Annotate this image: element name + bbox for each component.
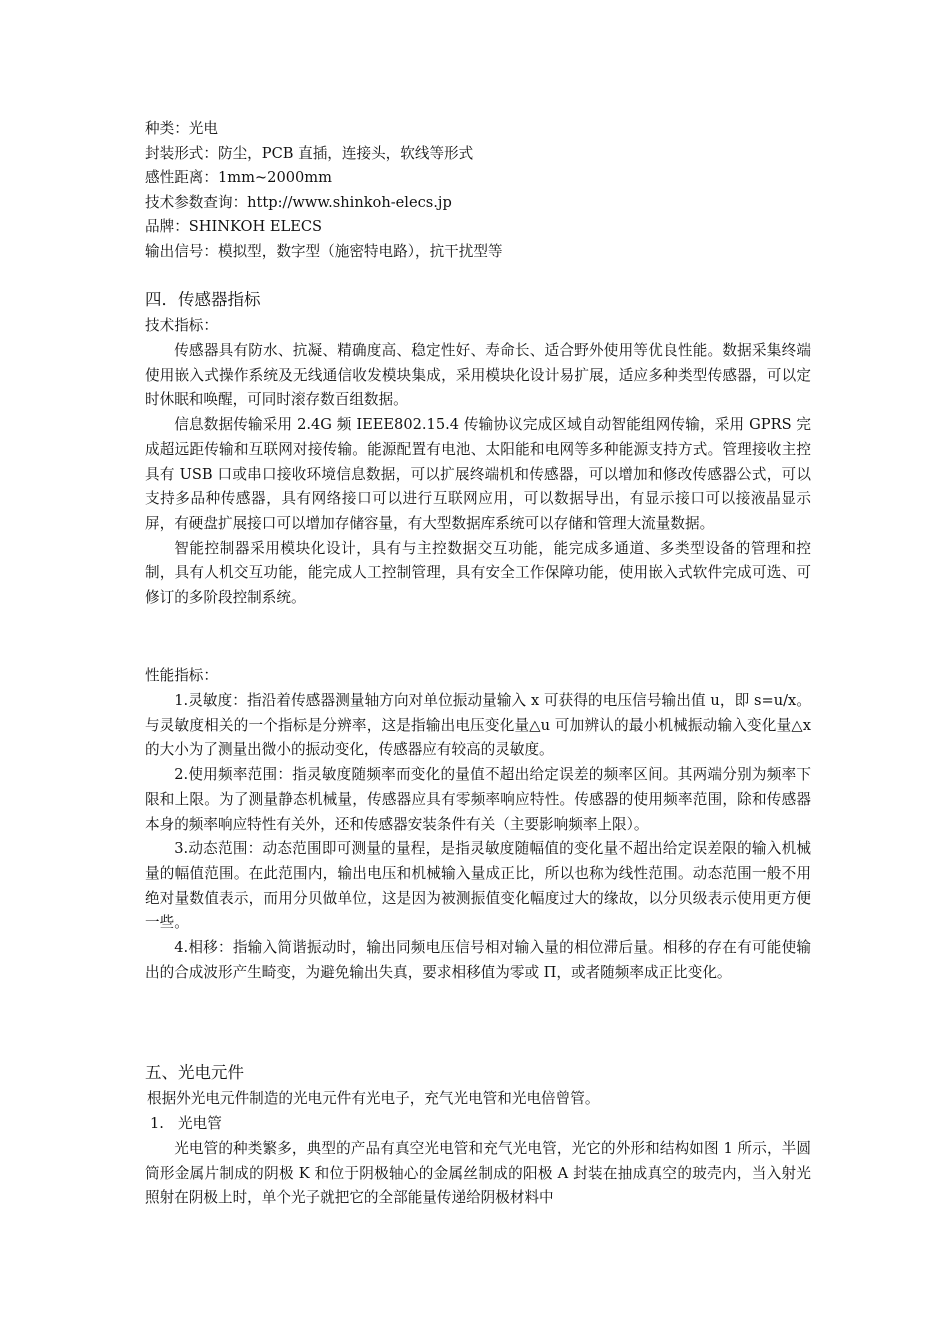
spec-type: 种类：光电 [145,120,218,137]
section-5-intro: 根据外光电元件制造的光电元件有光电子，充气光电管和光电倍曾管。 [147,1090,600,1107]
section-5-heading: 五、光电元件 [145,1063,244,1082]
perf-paragraph-1: 1.灵敏度：指沿着传感器测量轴方向对单位振动量输入 x 可获得的电压信号输出值 u，即 s=u/x。与灵敏度相关的一个指标是分辨率，这是指输出电压变化量△u 可加辨认的最小机械振动输入变化量△x 的大小为了测量出微小的振动变化，传感器应有较高的灵敏度。 [145,692,811,759]
tech-paragraph-2: 信息数据传输采用 2.4G 频 IEEE802.15.4 传输协议完成区域自动智能组网传输，采用 GPRS 完成超远距传输和互联网对接传输。能源配置有电池、太阳能和电网等多种能源支持方式。管理接收主控具有 USB 口或串口接收环境信息数据，可以扩展终端机和传感器，可以增加和修改传感器公式，可以支持多品种传感器，具有网络接口可以进行互联网应用，可以数据导出，有显示接口可以接液晶显示屏，有硬盘扩展接口可以增加存储容量，有大型数据库系统可以存储和管理大流量数据。 [145,416,811,532]
section-4-heading: 四．传感器指标 [145,290,261,309]
perf-paragraph-3: 3.动态范围：动态范围即可测量的量程，是指灵敏度随幅值的变化量不超出给定误差限的输入机械量的幅值范围。在此范围内，输出电压和机械输入量成正比，所以也称为线性范围。动态范围一般不用绝对量数值表示，而用分贝做单位，这是因为被测振值变化幅度过大的缘故，以分贝级表示使用更方便一些。 [145,840,811,932]
perf-paragraph-4: 4.相移：指输入简谐振动时，输出同频电压信号相对输入量的相位滞后量。相移的存在有可能使输出的合成波形产生畸变，为避免输出失真，要求相移值为零或 Π，或者随频率成正比变化。 [145,939,811,981]
item-1-paragraph: 光电管的种类繁多，典型的产品有真空光电管和充气光电管，光它的外形和结构如图 1 所示，半圆筒形金属片制成的阴极 K 和位于阴极轴心的金属丝制成的阳极 A 封装在抽成真空的玻壳内，当入射光照射在阴极上时，单个光子就把它的全部能量传递给阴极材料中 [145,1140,811,1207]
spec-list [145,117,811,265]
spec-output: 输出信号：模拟型，数字型（施密特电路），抗干扰型等 [145,242,503,260]
perf-paragraphs [145,689,811,985]
tech-paragraphs [145,339,811,611]
tech-paragraph-3: 智能控制器采用模块化设计，具有与主控数据交互功能，能完成多通道、多类型设备的管理和控制，具有人机交互功能，能完成人工控制管理，具有安全工作保障功能，使用嵌入式软件完成可选、可修订的多阶段控制系统。 [145,539,811,607]
perf-paragraph-2: 2.使用频率范围：指灵敏度随频率而变化的量值不超出给定误差的频率区间。其两端分别为频率下限和上限。为了测量静态机械量，传感器应具有零频率响应特性。传感器的使用频率范围，除和传感器本身的频率响应特性有关外，还和传感器安装条件有关（主要影响频率上限）。 [145,766,811,833]
item-1-number: 1. [150,1115,164,1132]
spec-distance: 感性距离：1mm~2000mm [145,169,332,187]
tech-paragraph-1: 传感器具有防水、抗凝、精确度高、稳定性好、寿命长、适合野外使用等优良性能。数据采集终端使用嵌入式操作系统及无线通信收发模块集成，采用模块化设计易扩展，适应多种类型传感器，可以定时休眠和唤醒，可同时滚存数百组数据。 [145,342,811,409]
tech-label: 技术指标： [145,317,218,334]
spec-package: 封装形式：防尘，PCB 直插，连接头，软线等形式 [145,144,474,162]
item-1-title: 光电管 [178,1115,222,1132]
spec-brand: 品牌：SHINKOH ELECS [145,218,323,236]
item-1-body [145,1137,811,1211]
perf-label: 性能指标： [145,667,218,684]
item-1-heading [150,1112,222,1136]
spec-url: 技术参数查询：http://www.shinkoh-elecs.jp [145,193,452,211]
